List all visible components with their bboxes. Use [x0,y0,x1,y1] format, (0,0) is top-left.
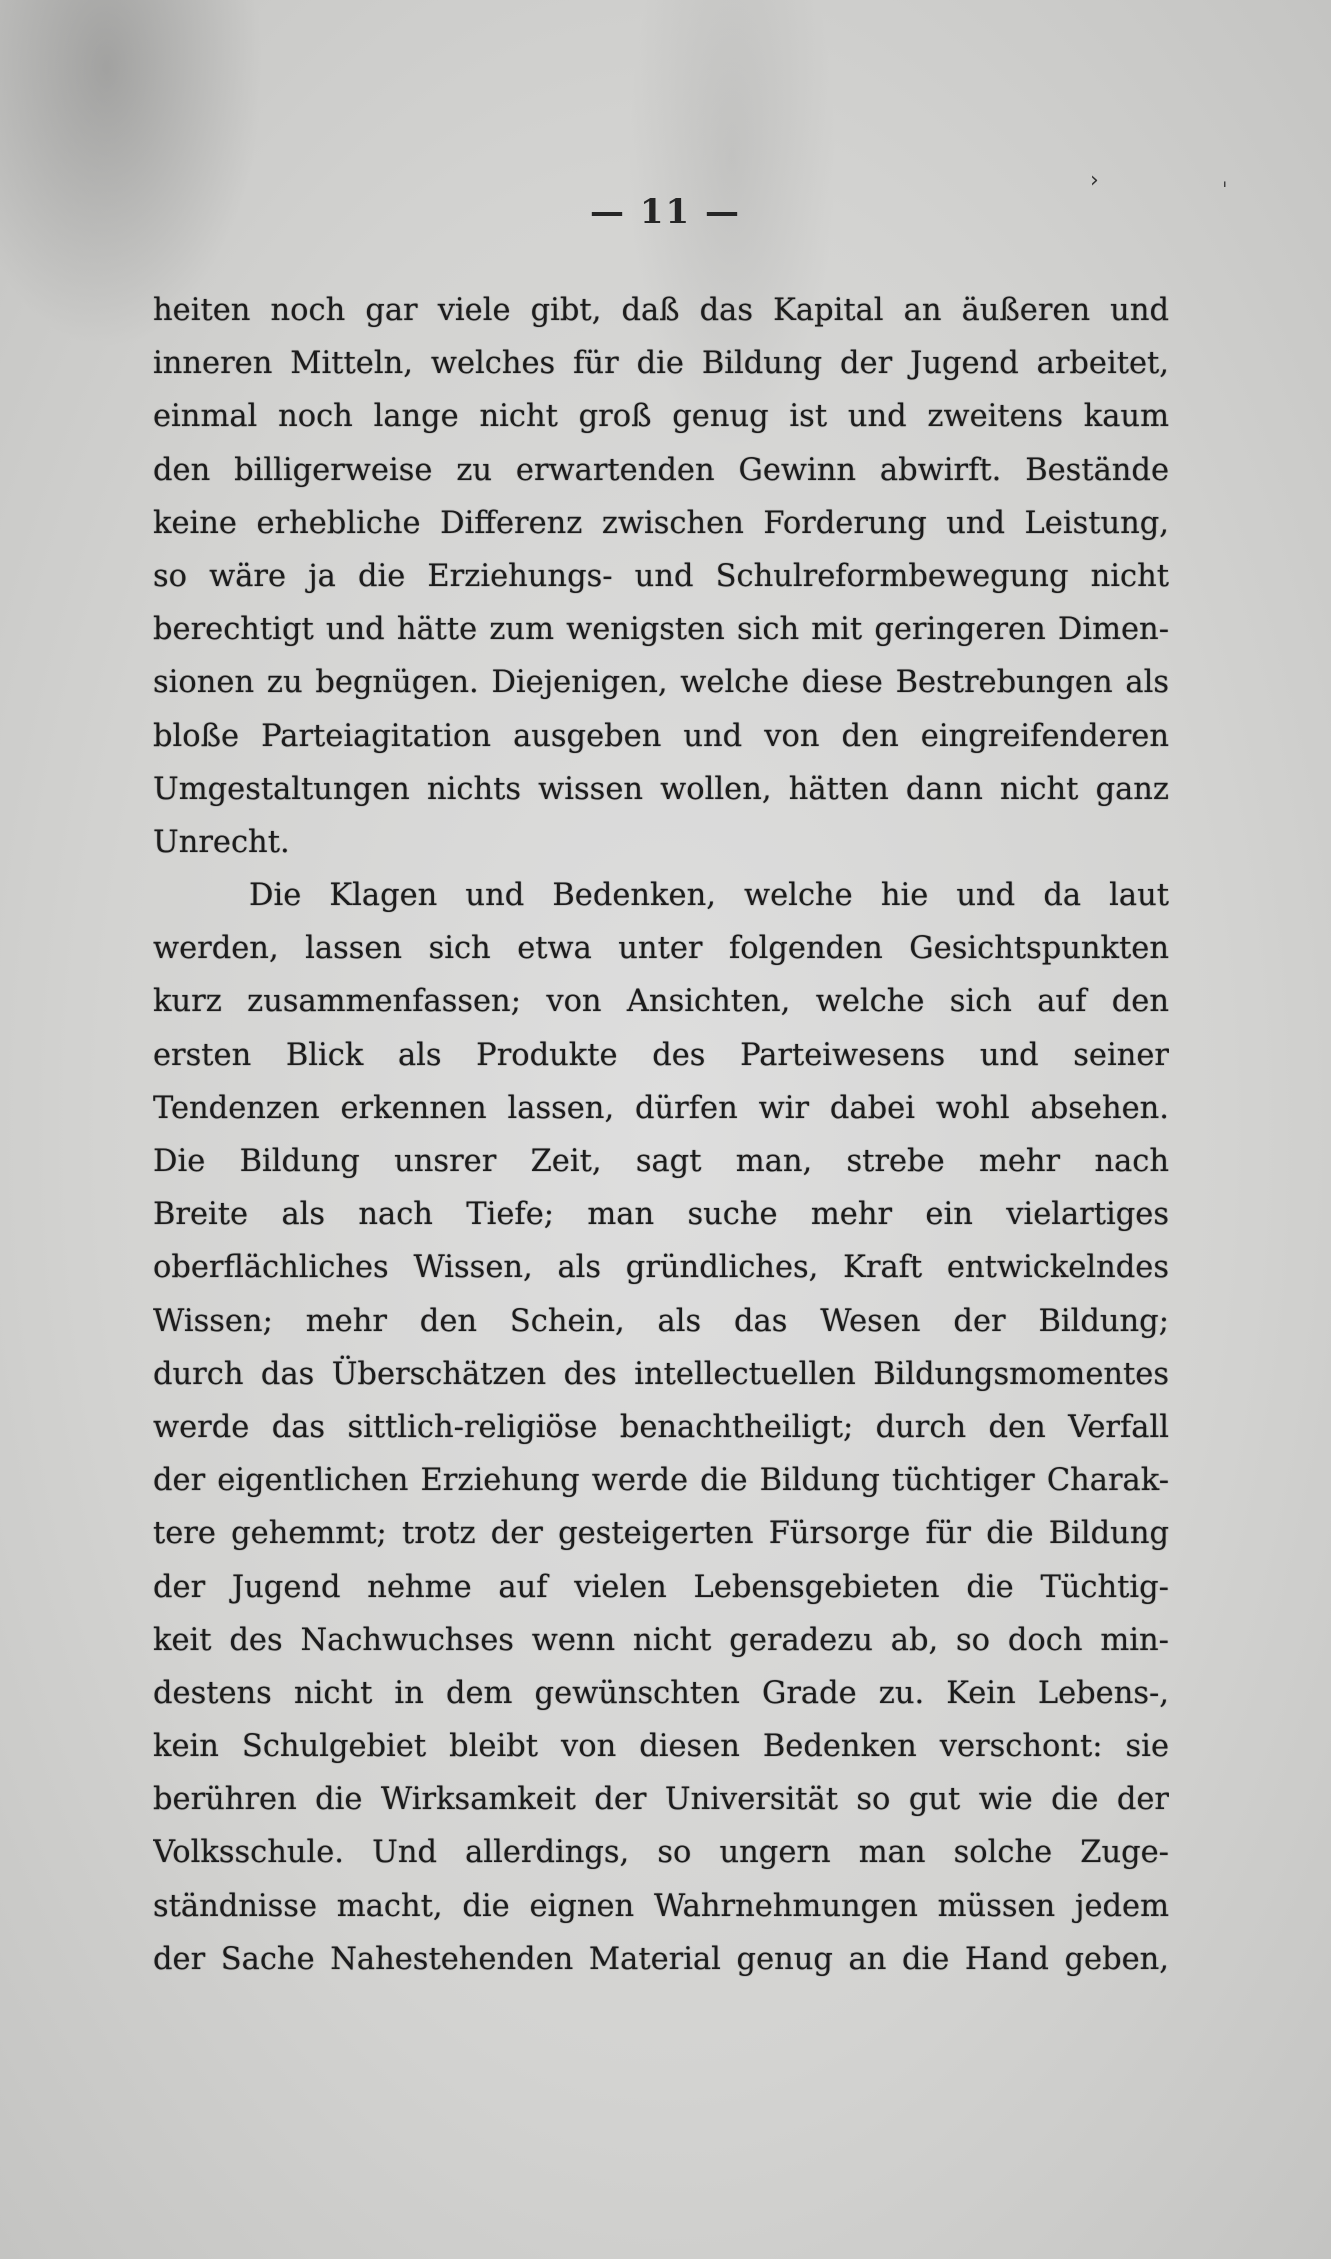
text-line: inneren Mitteln, welches für die Bildung der Jugend arbeitet, [153,346,1169,382]
body-text [153,284,1169,1986]
text-line: werden, lassen sich etwa unter folgenden Gesichtspunkten [153,931,1169,967]
text-line: destens nicht in dem gewünschten Grade zu. Kein Lebens-, [153,1675,1169,1711]
text-line: durch das Überschätzen des intellectuellen Bildungsmomentes [153,1356,1169,1392]
text-line: so wäre ja die Erziehungs- und Schulreformbewegung nicht [153,558,1169,594]
text-line: keine erhebliche Differenz zwischen Forderung und Leistung, [153,505,1169,541]
text-line: Die Klagen und Bedenken, welche hie und da laut [249,878,1169,914]
text-line: Breite als nach Tiefe; man suche mehr ein vielartiges [153,1197,1169,1233]
text-line: sionen zu begnügen. Diejenigen, welche diese Bestrebungen als [153,665,1169,701]
text-line: der Sache Nahestehenden Material genug an die Hand geben, [153,1941,1169,1977]
page-number: — 11 — [590,192,741,232]
text-line: den billigerweise zu erwartenden Gewinn abwirft. Bestände [153,452,1169,488]
text-line: bloße Parteiagitation ausgeben und von den eingreifenderen [153,718,1169,754]
text-line: Unrecht. [153,824,290,860]
text-line: tere gehemmt; trotz der gesteigerten Fürsorge für die Bildung [153,1516,1169,1552]
stray-mark-icon: ˈ [1222,178,1228,202]
text-line: berühren die Wirksamkeit der Universität so gut wie die der [153,1782,1169,1818]
text-line: berechtigt und hätte zum wenigsten sich mit geringeren Dimen- [153,612,1169,648]
stray-mark-icon: › [1090,168,1099,193]
text-line: der eigentlichen Erziehung werde die Bildung tüchtiger Charak- [153,1463,1169,1499]
text-line: der Jugend nehme auf vielen Lebensgebieten die Tüchtig- [153,1569,1169,1605]
text-line: kein Schulgebiet bleibt von diesen Bedenken verschont: sie [153,1729,1169,1765]
text-line: kurz zusammenfassen; von Ansichten, welche sich auf den [153,984,1169,1020]
text-line: oberflächliches Wissen, als gründliches, Kraft entwickelndes [153,1250,1169,1286]
text-line: keit des Nachwuchses wenn nicht geradezu ab, so doch min- [153,1622,1169,1658]
text-line: werde das sittlich-religiöse benachtheiligt; durch den Verfall [153,1409,1169,1445]
text-line: Umgestaltungen nichts wissen wollen, hätten dann nicht ganz [153,771,1169,807]
text-line: Die Bildung unsrer Zeit, sagt man, strebe mehr nach [153,1144,1169,1179]
text-line: heiten noch gar viele gibt, daß das Kapital an äußeren und [153,293,1169,328]
text-line: ersten Blick als Produkte des Parteiwesens und seiner [153,1037,1169,1073]
text-line: einmal noch lange nicht groß genug ist und zweitens kaum [153,399,1169,435]
text-line: Tendenzen erkennen lassen, dürfen wir dabei wohl absehen. [153,1090,1169,1126]
text-line: Volksschule. Und allerdings, so ungern man solche Zuge- [153,1835,1169,1871]
text-line: Wissen; mehr den Schein, als das Wesen der Bildung; [153,1303,1169,1339]
text-line: ständnisse macht, die eignen Wahrnehmungen müssen jedem [153,1888,1169,1924]
